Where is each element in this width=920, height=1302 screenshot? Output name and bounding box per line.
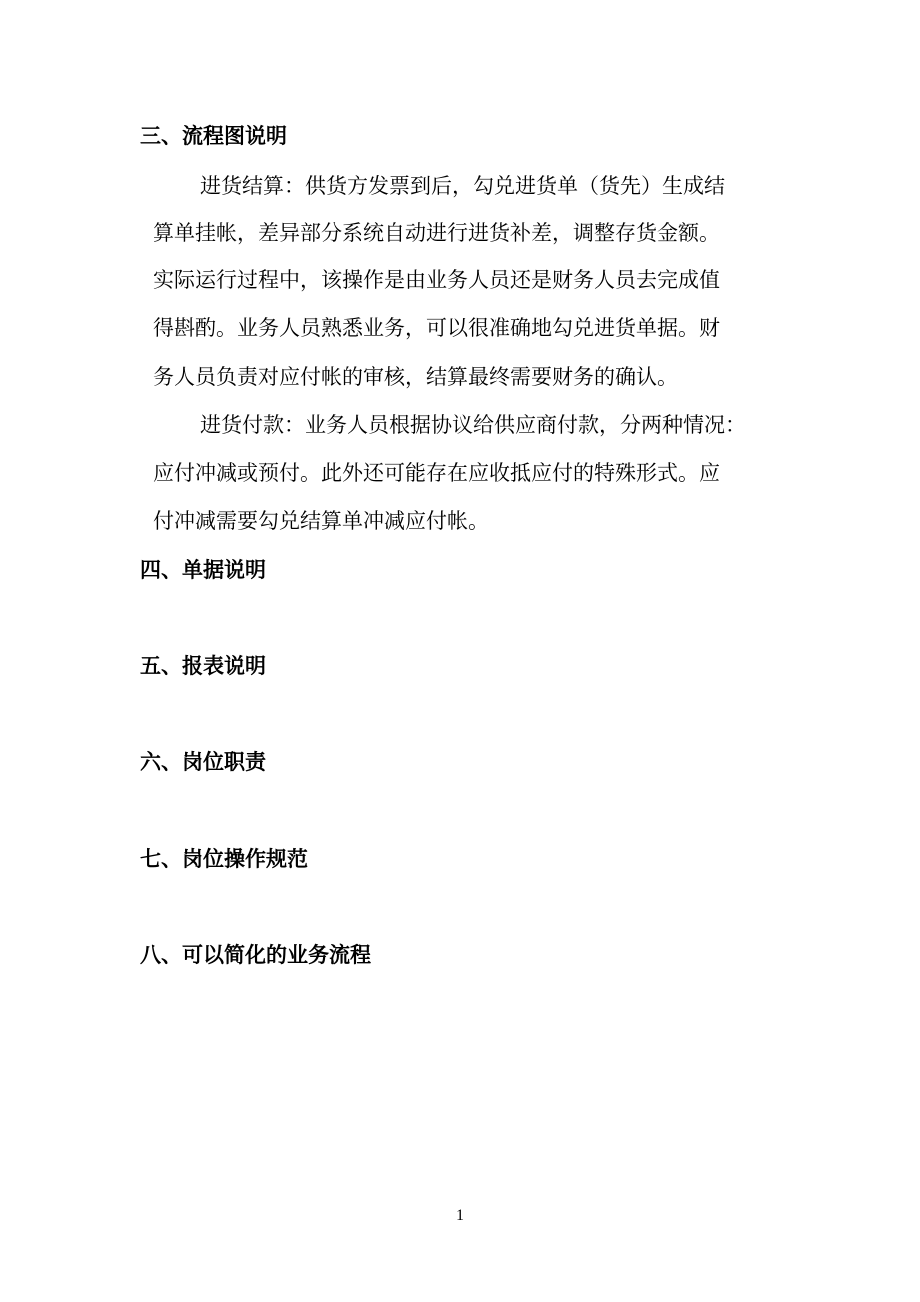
paragraph-line: 得斟酌。业务人员熟悉业务，可以很准确地勾兑进货单据。财: [153, 316, 720, 340]
section-5-heading: 五、报表说明: [140, 653, 266, 678]
paragraph-line: 进货付款：业务人员根据协议给供应商付款，分两种情况：: [200, 413, 746, 437]
section-6-heading: 六、岗位职责: [140, 749, 266, 774]
paragraph-line: 进货结算：供货方发票到后，勾兑进货单（货先）生成结: [200, 174, 725, 198]
section-4-heading: 四、单据说明: [140, 557, 266, 582]
paragraph-line: 实际运行过程中，该操作是由业务人员还是财务人员去完成值: [153, 268, 720, 292]
section-7-heading: 七、岗位操作规范: [140, 846, 308, 871]
section-3-heading: 三、流程图说明: [140, 123, 287, 148]
paragraph-line: 算单挂帐，差异部分系统自动进行进货补差，调整存货金额。: [153, 221, 720, 245]
paragraph-line: 务人员负责对应付帐的审核，结算最终需要财务的确认。: [153, 365, 678, 389]
paragraph-line: 应付冲减或预付。此外还可能存在应收抵应付的特殊形式。应: [153, 461, 720, 485]
section-8-heading: 八、可以简化的业务流程: [140, 942, 371, 967]
paragraph-line: 付冲减需要勾兑结算单冲减应付帐。: [153, 509, 489, 533]
page-number: 1: [456, 1207, 464, 1224]
